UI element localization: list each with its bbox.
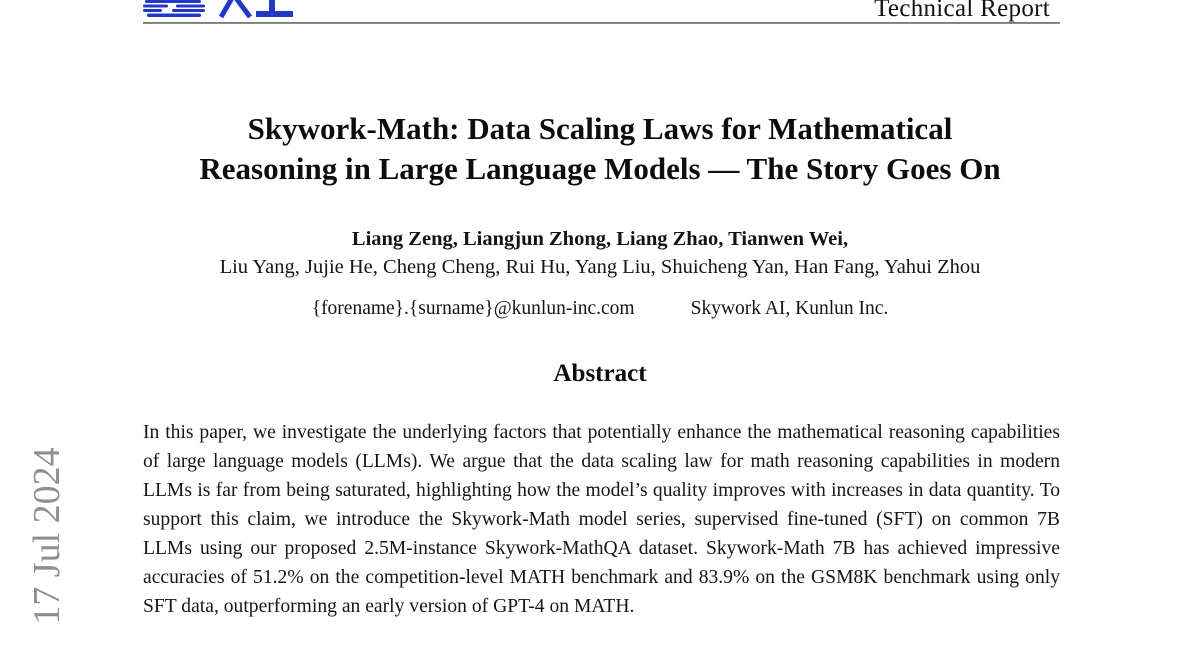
- report-type-label: Technical Report: [874, 0, 1050, 22]
- authors-secondary: Liu Yang, Jujie He, Cheng Cheng, Rui Hu, Yang Liu, Shuicheng Yan, Han Fang, Yahui Zhou: [219, 256, 981, 278]
- arxiv-date-sidebar: 17 Jul 2024: [26, 447, 68, 625]
- abstract-heading: Abstract: [553, 360, 647, 387]
- contact-affiliation: Skywork AI, Kunlun Inc.: [690, 298, 889, 319]
- paper-title: [0, 109, 1200, 189]
- skywork-logo-icon: [143, 0, 293, 18]
- contact-email: {forename}.{surname}@kunlun-inc.com: [311, 298, 635, 319]
- contact-line: [0, 298, 1200, 320]
- authors-primary: Liang Zeng, Liangjun Zhong, Liang Zhao, Tianwen Wei,: [351, 228, 849, 250]
- title-line-1: Skywork-Math: Data Scaling Laws for Mathematical: [247, 111, 953, 146]
- abstract-text: In this paper, we investigate the underlying factors that potentially enhance the mathematical reasoning capabilities of large language models (LLMs). We argue that the data scaling law for math reasoning capabilities in modern LLMs is far from being saturated, highlighting how the model’s quality improves with increases in data quantity. To support this claim, we introduce the Skywork-Math model series, supervised fine-tuned (SFT) on common 7B LLMs using our proposed 2.5M-instance Skywork-MathQA dataset. Skywork-Math 7B has achieved impressive accuracies of 51.2% on the competition-level MATH benchmark and 83.9% on the GSM8K benchmark using only SFT data, outperforming an early version of GPT-4 on MATH.: [143, 422, 1060, 617]
- title-line-2: Reasoning in Large Language Models — The Story Goes On: [199, 151, 1001, 186]
- header-divider: [143, 22, 1060, 24]
